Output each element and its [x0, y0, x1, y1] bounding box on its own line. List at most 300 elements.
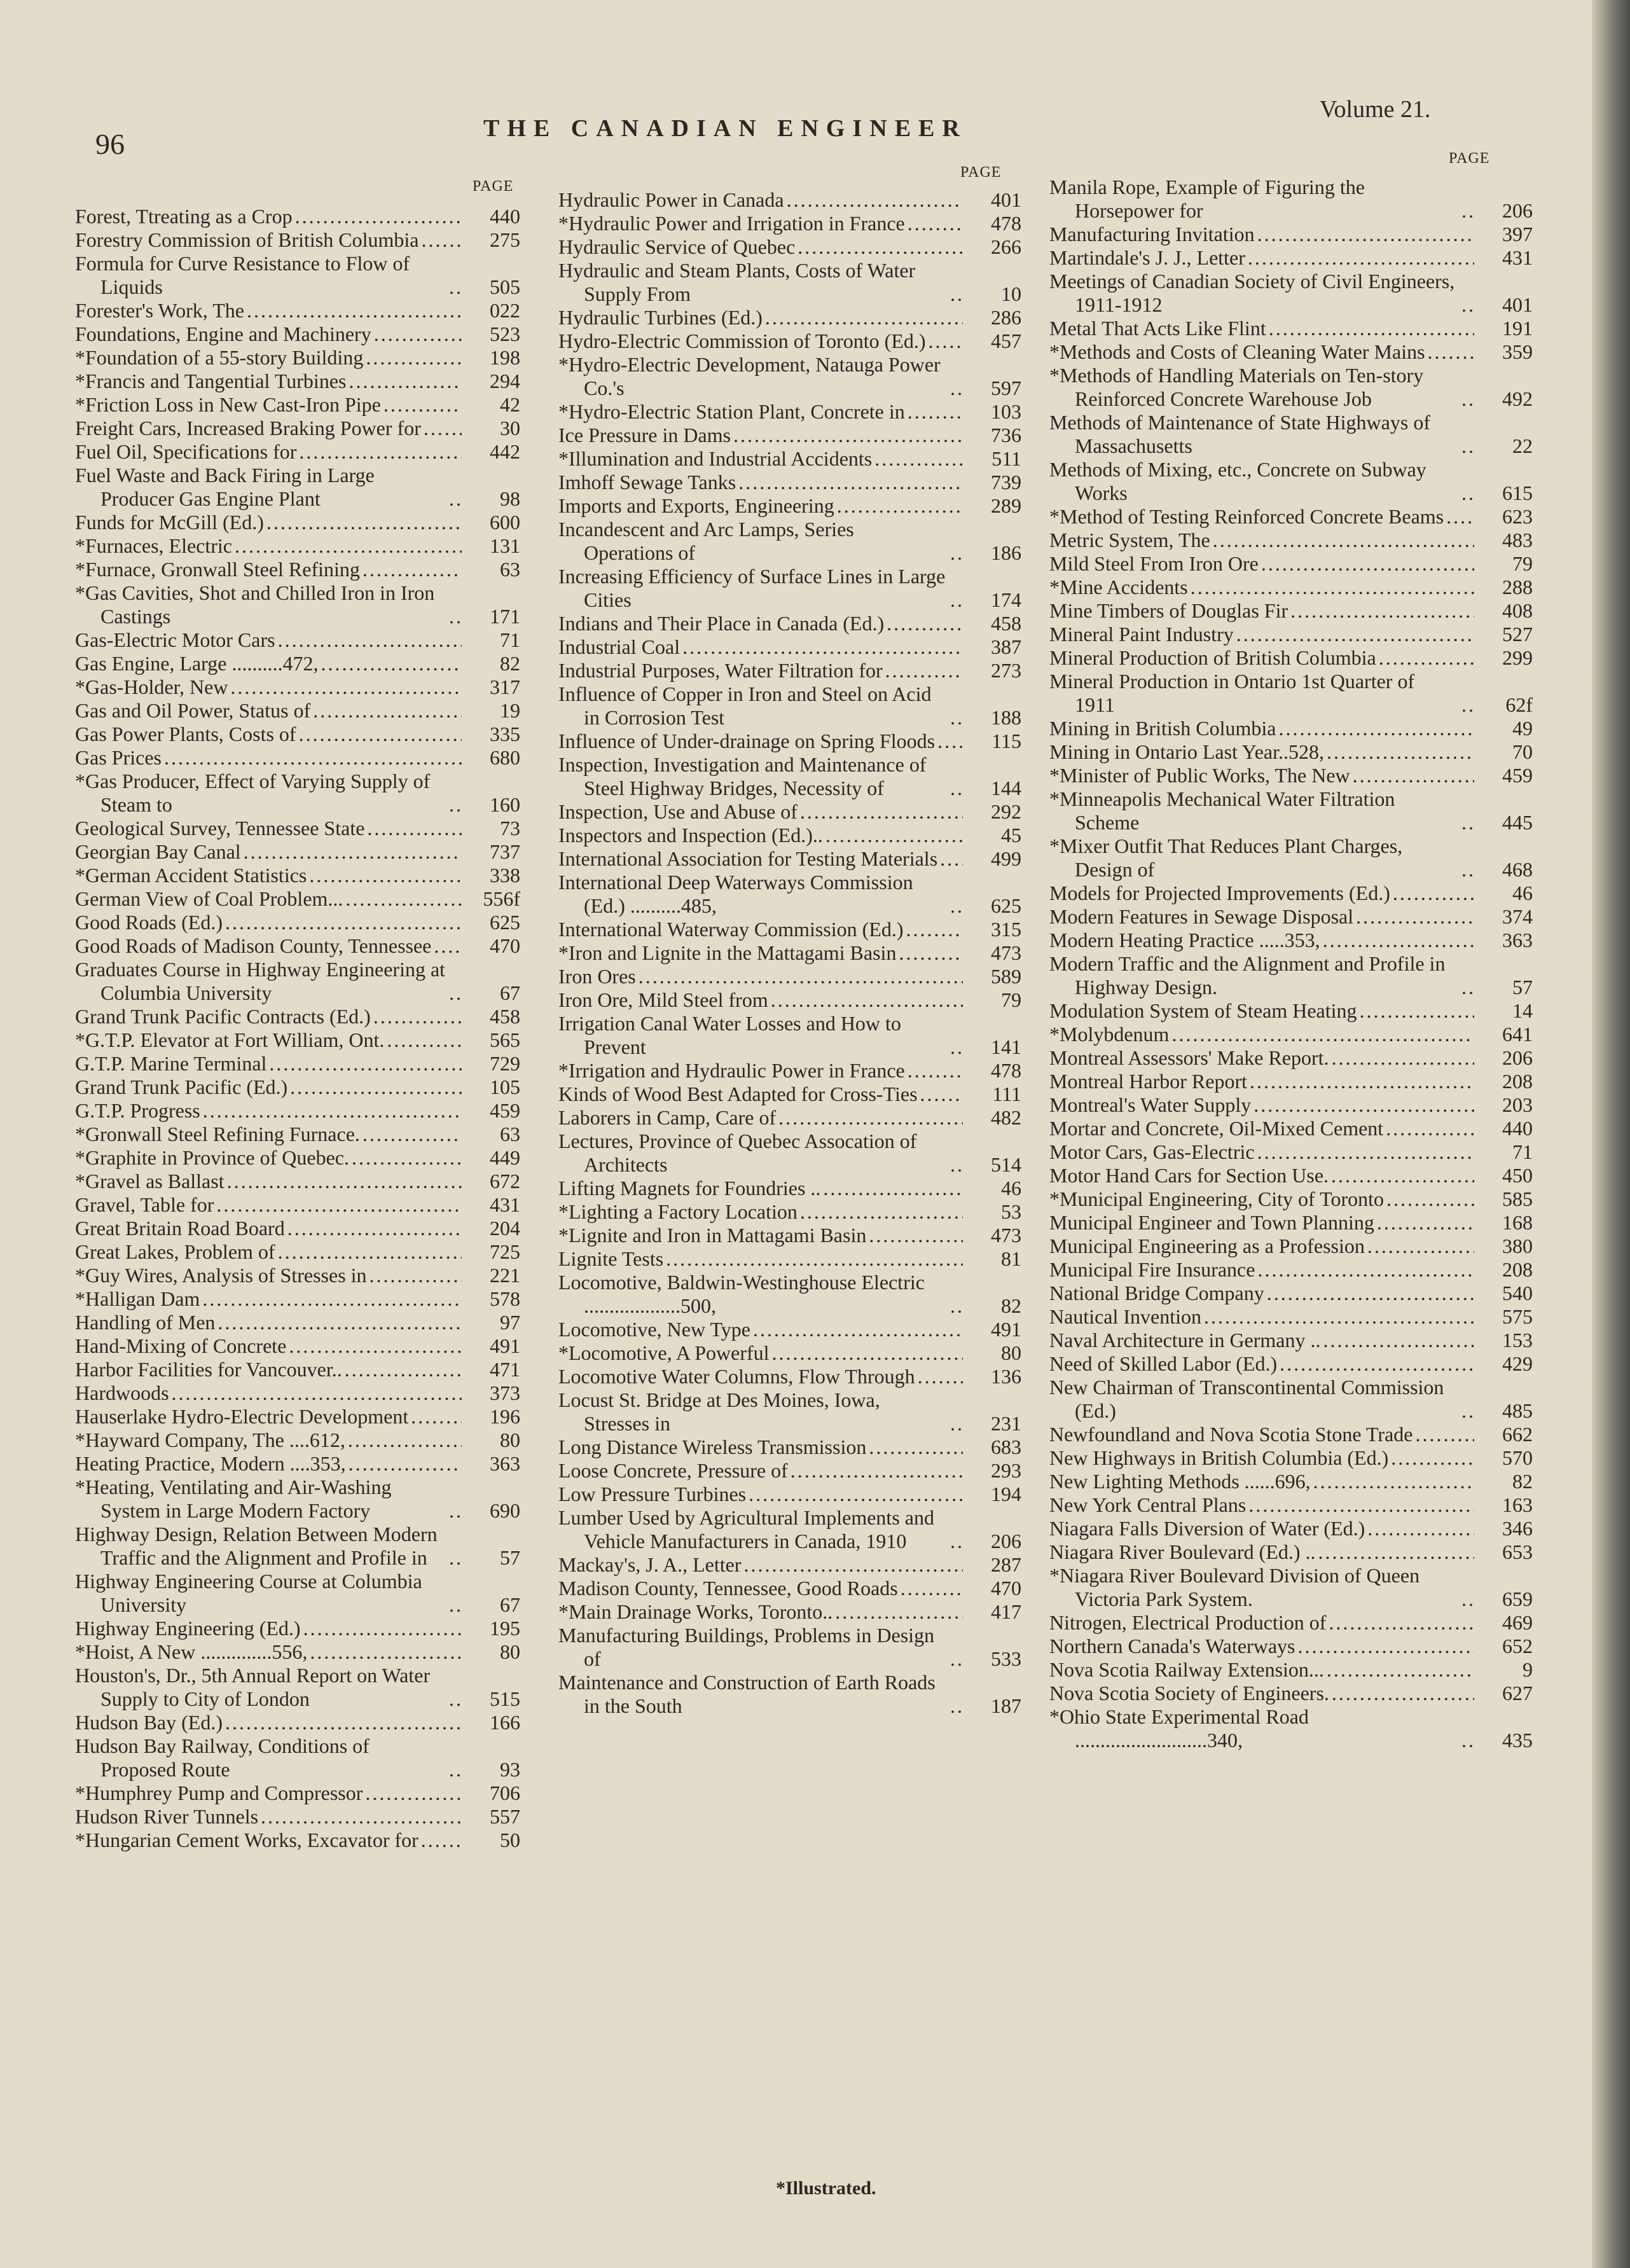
- index-entry: [558, 1224, 1021, 1247]
- entry-title: *Hoist, A New ..............556,: [75, 1640, 308, 1663]
- entry-page-number: 482: [991, 1106, 1021, 1129]
- entry-title: Hydraulic Service of Quebec: [558, 235, 796, 258]
- leader-dots: [1461, 434, 1474, 458]
- entry-title: Locomotive, New Type: [558, 1318, 750, 1341]
- entry-title: *Hydro-Electric Station Plant, Concrete in: [558, 400, 905, 423]
- index-entry: [75, 1028, 520, 1052]
- entry-title: Hauserlake Hydro-Electric Development: [75, 1405, 409, 1428]
- leader-dots: [203, 1099, 462, 1123]
- index-entry: [75, 628, 520, 652]
- leader-dots: [349, 370, 462, 393]
- index-entry: [558, 1318, 1021, 1341]
- entry-page-number: 683: [991, 1435, 1021, 1458]
- leader-dots: [1461, 976, 1474, 999]
- index-entry: [1049, 552, 1533, 576]
- index-entry: [75, 887, 520, 911]
- entry-title: Iron Ore, Mild Steel from: [558, 988, 768, 1011]
- index-entry: [75, 370, 520, 393]
- leader-dots: [1461, 1729, 1474, 1752]
- leader-dots: [798, 235, 963, 259]
- index-entry: [1049, 1517, 1533, 1540]
- leader-dots: [950, 706, 963, 729]
- index-entry: [1049, 623, 1533, 646]
- entry-page-number: 473: [991, 941, 1021, 964]
- index-entry: [1049, 529, 1533, 552]
- entry-title: Montreal's Water Supply: [1049, 1093, 1252, 1116]
- leader-dots: [1191, 576, 1474, 599]
- entry-page-number: 565: [490, 1028, 520, 1051]
- entry-title: Long Distance Wireless Transmission: [558, 1435, 867, 1458]
- leader-dots: [370, 1264, 462, 1287]
- entry-page-number: 315: [991, 918, 1021, 941]
- entry-title: German View of Coal Problem...: [75, 887, 343, 910]
- leader-dots: [885, 659, 963, 682]
- entry-page-number: 70: [1512, 740, 1533, 763]
- entry-title: G.T.P. Progress: [75, 1099, 200, 1122]
- index-entry: [75, 864, 520, 887]
- entry-page-number: 470: [490, 934, 520, 957]
- leader-dots: [1331, 1046, 1474, 1070]
- entry-title: International Association for Testing Materials: [558, 847, 938, 870]
- index-entry: [75, 1264, 520, 1287]
- entry-page-number: 491: [490, 1334, 520, 1357]
- entry-title: Harbor Facilities for Vancouver..: [75, 1358, 342, 1381]
- entry-page-number: 204: [490, 1217, 520, 1240]
- index-entries: [75, 205, 520, 1852]
- index-entry: [558, 494, 1021, 518]
- entry-page-number: 659: [1502, 1587, 1533, 1610]
- entry-page-number: 338: [490, 864, 520, 887]
- leader-dots: [363, 558, 462, 581]
- entry-page-number: 163: [1502, 1493, 1533, 1516]
- index-entry: [75, 1805, 520, 1829]
- index-entry: [1049, 270, 1533, 317]
- index-entry: [558, 1200, 1021, 1224]
- entry-title: Manufacturing Invitation: [1049, 223, 1255, 245]
- entry-page-number: 623: [1502, 505, 1533, 528]
- entry-page-number: 206: [991, 1530, 1021, 1552]
- entry-title: *Illumination and Industrial Accidents: [558, 447, 873, 470]
- entry-title: Houston's, Dr., 5th Annual Report on Water Supply to City of London: [75, 1664, 431, 1710]
- entry-page-number: 293: [991, 1459, 1021, 1482]
- index-entry: [1049, 999, 1533, 1023]
- index-entry: [75, 1570, 520, 1617]
- leader-dots: [321, 652, 462, 675]
- page-column-label: PAGE: [960, 164, 1002, 181]
- index-entry: [558, 188, 1021, 212]
- entry-title: Methods of Mixing, etc., Concrete on Subway Works: [1049, 458, 1426, 504]
- page-column-label: PAGE: [473, 178, 514, 195]
- index-entry: [1049, 1329, 1533, 1352]
- entry-title: *Mixer Outfit That Reduces Plant Charges, Design of: [1049, 834, 1403, 881]
- entry-page-number: 335: [490, 723, 520, 745]
- index-entry: [75, 817, 520, 840]
- index-entry: [558, 918, 1021, 941]
- index-entry: [1049, 599, 1533, 623]
- leader-dots: [874, 447, 963, 471]
- entry-title: Need of Skilled Labor (Ed.): [1049, 1352, 1278, 1375]
- entry-title: Highway Engineering Course at Columbia University: [75, 1570, 422, 1616]
- entry-page-number: 93: [500, 1758, 520, 1781]
- leader-dots: [269, 1052, 462, 1075]
- entry-title: *Francis and Tangential Turbines: [75, 370, 347, 392]
- entry-page-number: 188: [991, 706, 1021, 729]
- entry-page-number: 187: [991, 1694, 1021, 1717]
- leader-dots: [1367, 1517, 1474, 1540]
- leader-dots: [421, 1829, 462, 1852]
- leader-dots: [1353, 764, 1474, 787]
- entry-title: *Minister of Public Works, The New: [1049, 764, 1350, 787]
- index-entry: [1049, 1211, 1533, 1234]
- leader-dots: [906, 918, 963, 941]
- leader-dots: [950, 1035, 963, 1059]
- entry-title: Ice Pressure in Dams: [558, 424, 731, 446]
- entry-page-number: 98: [500, 487, 520, 510]
- index-entry: [75, 464, 520, 511]
- entry-page-number: 458: [490, 1005, 520, 1028]
- index-entry: [1049, 1611, 1533, 1635]
- leader-dots: [950, 1647, 963, 1671]
- leader-dots: [227, 1170, 462, 1193]
- index-entry: [558, 235, 1021, 259]
- entry-page-number: 429: [1502, 1352, 1533, 1375]
- entry-page-number: 440: [1502, 1117, 1533, 1140]
- entry-title: Forest, Ttreating as a Crop: [75, 205, 293, 228]
- entry-page-number: 144: [991, 777, 1021, 799]
- entry-title: Gas Prices: [75, 746, 162, 769]
- entry-title: Highway Engineering (Ed.): [75, 1617, 301, 1640]
- index-entry: [75, 1052, 520, 1075]
- entry-page-number: 153: [1502, 1329, 1533, 1352]
- entry-page-number: 206: [1502, 199, 1533, 222]
- entry-page-number: 449: [490, 1146, 520, 1169]
- entry-title: G.T.P. Marine Terminal: [75, 1052, 267, 1075]
- entry-title: *German Accident Statistics: [75, 864, 307, 887]
- index-entry: [75, 205, 520, 228]
- index-entry: [75, 1452, 520, 1476]
- leader-dots: [449, 1593, 462, 1617]
- page-column-label: PAGE: [1449, 150, 1490, 167]
- entry-title: Mackay's, J. A., Letter: [558, 1553, 742, 1576]
- leader-dots: [218, 1311, 462, 1334]
- entry-page-number: 79: [1512, 552, 1533, 575]
- leader-dots: [299, 440, 462, 464]
- entry-title: *Ohio State Experimental Road ..........................340,: [1049, 1705, 1309, 1752]
- index-entry: [1049, 787, 1533, 834]
- index-entry: [75, 1664, 520, 1711]
- leader-dots: [290, 1075, 462, 1099]
- leader-dots: [800, 800, 963, 824]
- index-entry: [558, 1483, 1021, 1506]
- entry-page-number: 198: [490, 346, 520, 369]
- leader-dots: [1278, 717, 1474, 740]
- index-column-3: [1049, 0, 1533, 2201]
- leader-dots: [1391, 1446, 1474, 1470]
- leader-dots: [1261, 552, 1474, 576]
- leader-dots: [837, 494, 963, 518]
- entry-title: Gas-Electric Motor Cars: [75, 628, 275, 651]
- entry-title: National Bridge Company: [1049, 1282, 1264, 1304]
- index-entry: [75, 1358, 520, 1381]
- index-entry: [75, 746, 520, 770]
- leader-dots: [449, 981, 462, 1005]
- index-entry: [1049, 1023, 1533, 1046]
- entry-page-number: 49: [1512, 717, 1533, 740]
- entry-page-number: 478: [991, 212, 1021, 235]
- entry-title: Geological Survey, Tennessee State: [75, 817, 365, 840]
- index-entries: [558, 188, 1021, 1718]
- entry-page-number: 111: [992, 1082, 1021, 1105]
- leader-dots: [1254, 1093, 1474, 1117]
- entry-title: Fuel Oil, Specifications for: [75, 440, 297, 463]
- entry-title: Influence of Under-drainage on Spring Floods: [558, 729, 936, 752]
- entry-page-number: 401: [991, 188, 1021, 211]
- index-entry: [558, 753, 1021, 800]
- entry-title: Indians and Their Place in Canada (Ed.): [558, 612, 885, 635]
- entry-title: *Gravel as Ballast: [75, 1170, 224, 1193]
- entry-title: Forestry Commission of British Columbia: [75, 228, 419, 251]
- entry-title: Inspection, Investigation and Maintenance of Steel Highway Bridges, Necessity of: [558, 753, 927, 799]
- index-entry: [1049, 1376, 1533, 1423]
- leader-dots: [289, 1334, 462, 1358]
- entry-title: Models for Projected Improvements (Ed.): [1049, 882, 1390, 904]
- entry-page-number: 468: [1502, 858, 1533, 881]
- entry-page-number: 81: [1001, 1247, 1021, 1270]
- entry-page-number: 492: [1502, 387, 1533, 410]
- entry-title: Gravel, Table for: [75, 1193, 214, 1216]
- index-entry: [558, 847, 1021, 871]
- entry-title: Imhoff Sewage Tanks: [558, 471, 736, 494]
- leader-dots: [908, 400, 963, 424]
- entry-page-number: 42: [500, 393, 520, 416]
- entry-page-number: 373: [490, 1381, 520, 1404]
- index-entry: [75, 346, 520, 370]
- index-entry: [75, 1781, 520, 1805]
- entry-page-number: 557: [490, 1805, 520, 1828]
- leader-dots: [765, 306, 963, 329]
- leader-dots: [772, 1341, 963, 1365]
- entry-title: *Gas Producer, Effect of Varying Supply of Steam to: [75, 770, 431, 816]
- index-entries: [1049, 176, 1533, 1752]
- index-entry: [1049, 1164, 1533, 1187]
- book-binding-edge: [1592, 0, 1630, 2268]
- entry-page-number: 408: [1502, 599, 1533, 622]
- entry-page-number: 105: [490, 1075, 520, 1098]
- entry-title: Georgian Bay Canal: [75, 840, 241, 863]
- entry-page-number: 9: [1523, 1658, 1533, 1681]
- entry-title: Hydraulic Turbines (Ed.): [558, 306, 763, 329]
- volume-label: Volume 21.: [1320, 96, 1431, 123]
- entry-title: Gas Engine, Large ..........472,: [75, 652, 319, 675]
- entry-page-number: 514: [991, 1153, 1021, 1176]
- entry-title: Foundations, Engine and Machinery: [75, 322, 371, 345]
- entry-page-number: 450: [1502, 1164, 1533, 1187]
- entry-page-number: 387: [991, 635, 1021, 658]
- entry-title: Imports and Exports, Engineering: [558, 494, 834, 517]
- leader-dots: [1415, 1423, 1474, 1446]
- index-entry: [75, 1193, 520, 1217]
- entry-page-number: 195: [490, 1617, 520, 1640]
- index-entry: [75, 1240, 520, 1264]
- index-entry: [75, 1523, 520, 1570]
- entry-page-number: 469: [1502, 1611, 1533, 1634]
- leader-dots: [1250, 1070, 1474, 1093]
- leader-dots: [1329, 1611, 1474, 1635]
- entry-title: *Lignite and Iron in Mattagami Basin: [558, 1224, 867, 1247]
- leader-dots: [920, 1082, 963, 1106]
- entry-title: Martindale's J. J., Letter: [1049, 246, 1245, 269]
- index-entry: [558, 612, 1021, 635]
- leader-dots: [449, 487, 462, 511]
- entry-title: Mortar and Concrete, Oil-Mixed Cement: [1049, 1117, 1384, 1140]
- entry-title: Graduates Course in Highway Engineering at Columbia University: [75, 958, 446, 1004]
- entry-title: Modern Traffic and the Alignment and Profile in Highway Design.: [1049, 952, 1446, 999]
- entry-title: *G.T.P. Elevator at Fort William, Ont.: [75, 1028, 385, 1051]
- entry-page-number: 556f: [483, 887, 520, 910]
- index-entry: [558, 729, 1021, 753]
- index-entry: [75, 1170, 520, 1193]
- leader-dots: [1331, 1164, 1474, 1187]
- entry-page-number: 289: [991, 494, 1021, 517]
- entry-page-number: 346: [1502, 1517, 1533, 1540]
- index-entry: [558, 1341, 1021, 1365]
- entry-page-number: 67: [500, 981, 520, 1004]
- index-entry: [75, 1005, 520, 1028]
- entry-title: *Friction Loss in New Cast-Iron Pipe: [75, 393, 381, 416]
- entry-page-number: 294: [490, 370, 520, 392]
- leader-dots: [225, 1711, 462, 1734]
- entry-title: Nautical Invention: [1049, 1305, 1202, 1328]
- index-entry: [1049, 1682, 1533, 1705]
- entry-page-number: 653: [1502, 1540, 1533, 1563]
- entry-title: Lumber Used by Agricultural Implements and Vehicle Manufacturers in Canada, 1910: [558, 1506, 934, 1552]
- entry-page-number: 680: [490, 746, 520, 769]
- entry-title: Forester's Work, The: [75, 299, 244, 322]
- entry-title: Modern Features in Sewage Disposal: [1049, 905, 1354, 928]
- entry-title: Modern Heating Practice .....353,: [1049, 929, 1320, 951]
- leader-dots: [1461, 1399, 1474, 1423]
- index-entry: [558, 988, 1021, 1012]
- index-entry: [558, 1506, 1021, 1553]
- leader-dots: [303, 1617, 462, 1640]
- leader-dots: [950, 1530, 963, 1553]
- leader-dots: [1461, 811, 1474, 834]
- leader-dots: [434, 934, 462, 958]
- entry-title: Irrigation Canal Water Losses and How to Prevent: [558, 1012, 901, 1058]
- index-entry: [558, 400, 1021, 424]
- entry-page-number: 80: [1001, 1341, 1021, 1364]
- entry-page-number: 174: [991, 588, 1021, 611]
- leader-dots: [1257, 1140, 1474, 1164]
- leader-dots: [299, 723, 462, 746]
- entry-page-number: 22: [1512, 434, 1533, 457]
- entry-page-number: 292: [991, 800, 1021, 823]
- entry-title: Mineral Production in Ontario 1st Quarter of 1911: [1049, 670, 1415, 716]
- entry-page-number: 82: [1001, 1294, 1021, 1317]
- leader-dots: [1393, 882, 1474, 905]
- leader-dots: [244, 840, 462, 864]
- leader-dots: [1367, 1234, 1474, 1258]
- entry-title: Lifting Magnets for Foundries ..: [558, 1177, 821, 1200]
- leader-dots: [869, 1224, 963, 1247]
- entry-title: *Irrigation and Hydraulic Power in France: [558, 1059, 905, 1082]
- leader-dots: [1360, 999, 1475, 1023]
- entry-page-number: 30: [500, 417, 520, 439]
- entry-page-number: 171: [490, 605, 520, 628]
- index-entry: [1049, 740, 1533, 764]
- entry-title: *Hydro-Electric Development, Natauga Power Co.'s: [558, 353, 941, 399]
- index-entry: [75, 911, 520, 934]
- entry-page-number: 589: [991, 965, 1021, 988]
- leader-dots: [1461, 693, 1474, 717]
- index-entry: [75, 1123, 520, 1146]
- index-entry: [1049, 1282, 1533, 1305]
- leader-dots: [363, 1123, 462, 1146]
- index-entry: [75, 770, 520, 817]
- entry-page-number: 485: [1502, 1399, 1533, 1422]
- index-entry: [1049, 952, 1533, 999]
- index-entry: [1049, 646, 1533, 670]
- entry-page-number: 71: [500, 628, 520, 651]
- entry-title: Increasing Efficiency of Surface Lines in Large Cities: [558, 565, 946, 611]
- index-entry: [75, 511, 520, 534]
- entry-page-number: 10: [1001, 282, 1021, 305]
- leader-dots: [278, 1240, 462, 1264]
- entry-page-number: 578: [490, 1287, 520, 1310]
- entry-title: Metric System, The: [1049, 529, 1210, 551]
- index-entry: [1049, 223, 1533, 246]
- entry-title: Madison County, Tennessee, Good Roads: [558, 1577, 898, 1600]
- entry-page-number: 317: [490, 675, 520, 698]
- index-entry: [558, 1059, 1021, 1082]
- index-entry: [1049, 670, 1533, 717]
- leader-dots: [1461, 199, 1474, 223]
- entry-title: Municipal Engineer and Town Planning: [1049, 1211, 1374, 1234]
- illustrated-footnote: *Illustrated.: [776, 2178, 876, 2199]
- entry-title: Newfoundland and Nova Scotia Stone Trade: [1049, 1423, 1413, 1446]
- index-entry: [75, 1476, 520, 1523]
- leader-dots: [295, 205, 462, 228]
- entry-title: Handling of Men: [75, 1311, 216, 1334]
- index-entry: [558, 1577, 1021, 1600]
- entry-page-number: 527: [1502, 623, 1533, 646]
- leader-dots: [950, 282, 963, 306]
- index-entry: [558, 659, 1021, 682]
- entry-title: New Lighting Methods ......696,: [1049, 1470, 1311, 1493]
- entry-title: Nova Scotia Society of Engineers.: [1049, 1682, 1329, 1704]
- entry-title: Grand Trunk Pacific (Ed.): [75, 1075, 288, 1098]
- entry-page-number: 706: [490, 1781, 520, 1804]
- index-entry: [75, 393, 520, 417]
- entry-page-number: 50: [500, 1829, 520, 1851]
- entry-page-number: 221: [490, 1264, 520, 1287]
- leader-dots: [753, 1318, 963, 1341]
- entry-page-number: 725: [490, 1240, 520, 1263]
- entry-page-number: 45: [1001, 824, 1021, 847]
- entry-title: International Waterway Commission (Ed.): [558, 918, 904, 941]
- entry-page-number: 82: [500, 652, 520, 675]
- entry-title: Influence of Copper in Iron and Steel on Acid in Corrosion Test: [558, 682, 932, 729]
- entry-page-number: 168: [1502, 1211, 1533, 1234]
- leader-dots: [348, 1428, 462, 1452]
- entry-page-number: 79: [1001, 988, 1021, 1011]
- index-entry: [75, 1075, 520, 1099]
- entry-title: *Methods and Costs of Cleaning Water Mains: [1049, 340, 1425, 363]
- entry-title: Mining in British Columbia: [1049, 717, 1276, 740]
- leader-dots: [261, 1805, 462, 1829]
- entry-title: Low Pressure Turbines: [558, 1483, 747, 1505]
- entry-title: Mine Timbers of Douglas Fir: [1049, 599, 1288, 622]
